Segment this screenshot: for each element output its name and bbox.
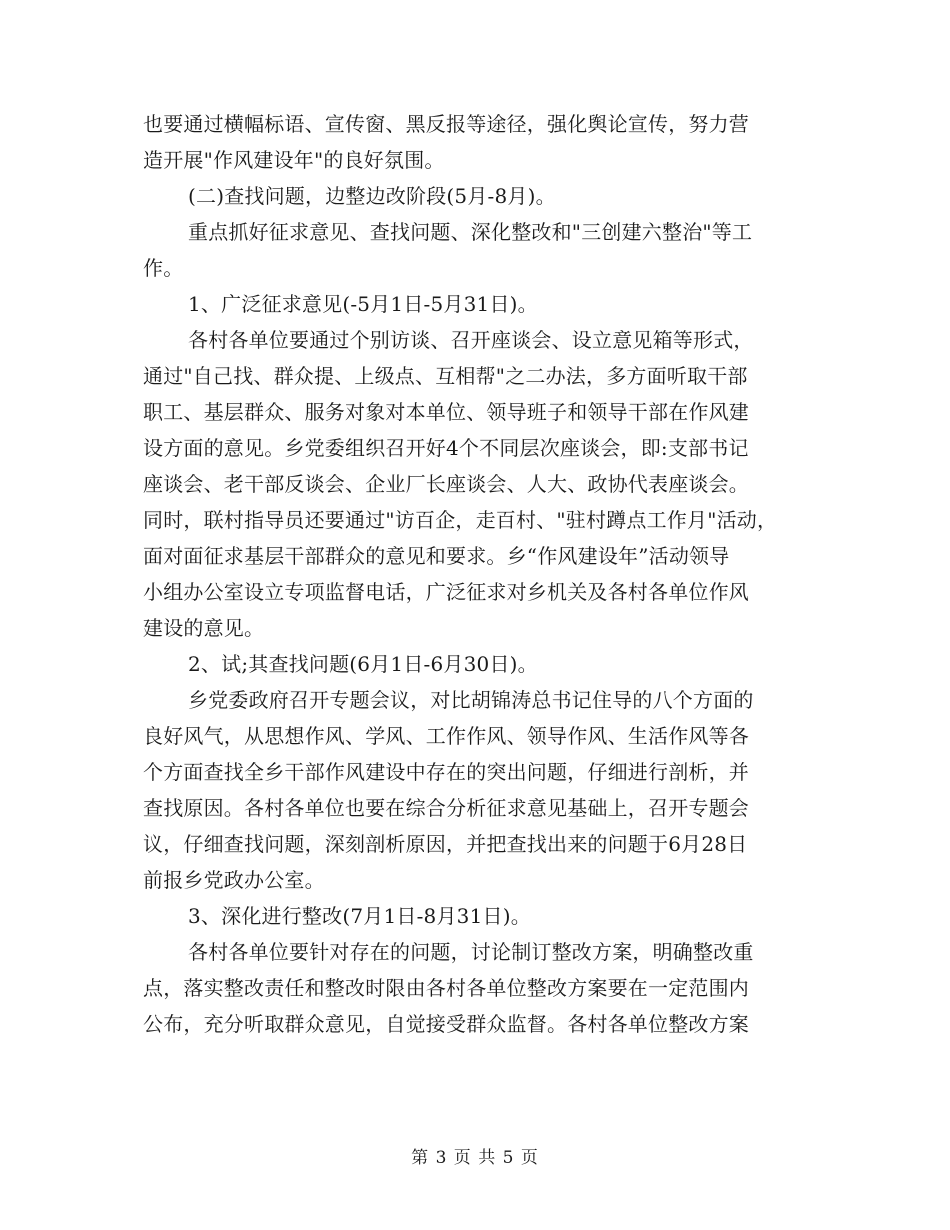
body-line: 议，仔细查找问题，深刻剖析原因，并把查找出来的问题于6月28日 <box>143 832 748 856</box>
subsection-heading: 1、广泛征求意见(-5月1日-5月31日)。 <box>188 292 538 316</box>
body-line: 也要通过横幅标语、宣传窗、黑反报等途径，强化舆论宣传，努力营 <box>143 112 749 136</box>
body-line: 各村各单位要针对存在的问题，讨论制订整改方案，明确整改重 <box>188 940 754 964</box>
body-line: 乡党委政府召开专题会议，对比胡锦涛总书记住导的八个方面的 <box>188 688 754 712</box>
body-line: 重点抓好征求意见、查找问题、深化整改和"三创建六整治"等工 <box>188 220 753 244</box>
subsection-heading: 3、深化进行整改(7月1日-8月31日)。 <box>188 904 531 928</box>
body-line: 通过"自己找、群众提、上级点、互相帮"之二办法，多方面听取干部 <box>143 364 748 388</box>
body-line: 造开展"作风建设年"的良好氛围。 <box>143 148 445 172</box>
body-line: 面对面征求基层干部群众的意见和要求。乡“作风建设年”活动领导 <box>143 544 730 568</box>
section-heading: (二)查找问题，边整边改阶段(5月-8月)。 <box>188 184 556 208</box>
body-line: 前报乡党政办公室。 <box>143 868 325 892</box>
body-line: 小组办公室设立专项监督电话，广泛征求对乡机关及各村各单位作风 <box>143 580 749 604</box>
body-line: 设方面的意见。乡党委组织召开好4个不同层次座谈会，即:支部书记 <box>143 436 749 460</box>
body-line: 良好风气，从思想作风、学风、工作作风、领导作风、生活作风等各 <box>143 724 749 748</box>
body-line: 各村各单位要通过个别访谈、召开座谈会、设立意见箱等形式， <box>188 328 754 352</box>
body-line: 作。 <box>143 256 184 280</box>
body-line: 点，落实整改责任和整改时限由各村各单位整改方案要在一定范围内 <box>143 976 749 1000</box>
subsection-heading: 2、试;其查找问题(6月1日-6月30日)。 <box>188 652 538 676</box>
body-line: 个方面查找全乡干部作风建设中存在的突出问题，仔细进行剖析，并 <box>143 760 749 784</box>
body-line: 同时，联村指导员还要通过"访百企，走百村、"驻村蹲点工作月"活动， <box>143 508 778 532</box>
body-line: 查找原因。各村各单位也要在综合分析征求意见基础上，召开专题会 <box>143 796 749 820</box>
body-line: 座谈会、老干部反谈会、企业厂长座谈会、人大、政协代表座谈会。 <box>143 472 749 496</box>
body-line: 建设的意见。 <box>143 616 265 640</box>
body-line: 公布，充分听取群众意见，自觉接受群众监督。各村各单位整改方案 <box>143 1012 749 1036</box>
body-line: 职工、基层群众、服务对象对本单位、领导班子和领导干部在作风建 <box>143 400 749 424</box>
page-number-footer: 第 3 页 共 5 页 <box>411 1148 539 1168</box>
